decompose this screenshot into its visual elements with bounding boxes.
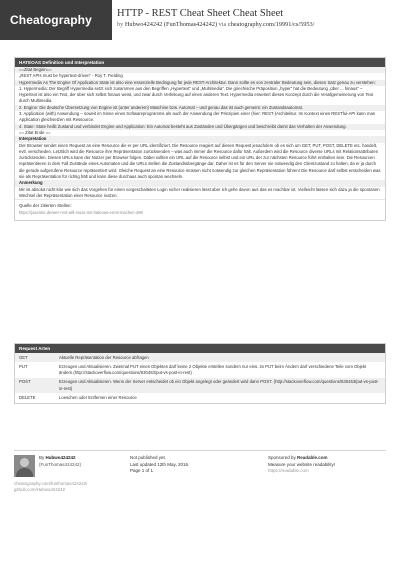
- last-updated: Last updated 12th May, 2016.: [130, 461, 190, 467]
- author-link[interactable]: Hubwo424242 (FunThomas424242): [124, 21, 218, 28]
- avatar-shoulders-shape: [16, 468, 33, 477]
- sponsor-tagline: Measure your website readability!: [268, 461, 336, 467]
- footer-by-label: By: [39, 455, 45, 460]
- sheet-byline: [117, 20, 397, 30]
- paragraph: 4. State: State heißt Zustand und verbindet Engine und Application: Ein Automat besteht aus Zuständen und Übergängen und beschreibt damit das Verhalten der Anwendung.: [15, 124, 385, 130]
- paragraph: „REST APIs must be hypertext-driven“ - Roy T. Fielding: [19, 73, 123, 79]
- method-description: Erzeugen und Aktualisieren. Zweimal PUT eines Objektes darf keine 2 Objekte erstellen sondern nur eins. 2x PUT beim Ändern darf verschiedene Teile vom Objekt ändern.(http://stackoverflow.com/questions/630453/put-vs-post-in-rest): [59, 363, 367, 376]
- paragraph: Der Browser sendet einen Request an eine Resource die er per URL identifiziert. Die Resource reagiert auf diesen Request jenachdem ob es sich um GET, PUT, POST, DELETE etc. handelt, evtl. verschieden. Letztlich wird die Resource ihre Repräsentation zurücksenden – was auch immer die Resource dafür hält. Außerdem wird die Resource diverse URLs mit Relationsattributen zurücksenden. Diesen URLs kann der Nutzer per Browser folgen. Dabei sollten ein URL auf die Resource selbst und ein URL der zur nächsten Resource führt enthalten sein. Die Resourcen repräsentieren in dem Fall Zustände eines Automaten und die URLs stellen die Zustandsübergänge dar. Daher ist es für den Server nie notwendig den Clientzustand zu halten, da er ja durch die gerade aufgerufene Resource repräsentiert wird. Gleiche Request an eine Resource müssen nicht notwendig zur gleichen Repräsentation führen! Die Resource darf selbst entscheiden was sie als Repräsentation für richtig hält und kann diese durchaus auch spontan wechseln.: [19, 142, 381, 180]
- source-block: [15, 199, 385, 220]
- published-status: Not published yet.: [130, 455, 167, 460]
- paragraph: 1. Hypermedia: Der Begriff Hypermedia setzt sich zusammen aus den Begriffen „Hypertext“ und „Multimedia“. Die griechische Präposition „hyper“ hat die Bedeutung „über ... hinaus“ – Hypertext ist also ein Text, der über sich selbst hinaus weist, und zwar durch Verlinkung auf einen anderen Text. Hypermedia erweitert dieses Konzept durch die Verallgemeinerung von Text durch Multimedia.: [19, 85, 374, 104]
- by-prefix: by: [117, 21, 124, 28]
- sponsor-url[interactable]: https://readable.com: [268, 468, 309, 473]
- subheading: Interpretation: [15, 136, 385, 142]
- request-types-heading: Request Arten: [15, 344, 385, 353]
- title-block: [117, 8, 397, 30]
- footer-publication: [130, 455, 230, 475]
- via-prefix: via: [218, 21, 227, 28]
- sheet-title: HTTP - REST Cheat Sheet Cheat Sheet: [117, 8, 284, 19]
- paragraph: Mir ist absolut nicht klar wie sich das Vorgehen für einen vorgeschalteten Login sicher realisieren lässt aber ich gehe davon aus das es machbar ist. Vielleicht lassen sich dazu ja die spontanen Wechsel der Repräsentation einer Resource nutzen.: [19, 186, 380, 198]
- footer-author-handle: (FunThomas424242): [39, 461, 82, 467]
- method-description: Erzeugen und Aktualisieren. Wenn der Server entscheidet ob ein Objekt angelegt oder geändert wird dann POST. (http://stackoverflow.com/questions/630453/put-vs-post-in-rest): [55, 378, 385, 394]
- source-label: Quelle der zitierten Stellen:: [19, 203, 72, 209]
- hateoas-body: [15, 67, 385, 199]
- profile-link[interactable]: cheatography.com/funthomas424242/: [14, 481, 88, 486]
- table-row: [15, 378, 385, 394]
- github-link[interactable]: github.com/Hubwo424242: [14, 487, 66, 493]
- http-method: PUT: [19, 363, 28, 369]
- author-avatar[interactable]: [14, 455, 35, 477]
- logo-text: Cheatography: [10, 13, 92, 27]
- http-method: GET: [15, 353, 55, 362]
- hateoas-section: [14, 57, 386, 221]
- page-header: [0, 0, 400, 48]
- footer-sponsor: [268, 455, 386, 475]
- avatar-head-shape: [20, 458, 29, 467]
- footer-links: [14, 481, 87, 494]
- page-count: Page 1 of 1.: [130, 468, 155, 473]
- http-method: DELETE: [19, 394, 36, 400]
- paragraph: ==Zitat Beginn==: [15, 67, 385, 73]
- source-link[interactable]: https://jaxenter.de/wer-rest-will-muss-mit-hateoas-ernst-machen-488: [19, 209, 143, 215]
- table-row: [15, 362, 385, 378]
- hateoas-heading: HATEOAS Definition und Interpretation: [15, 58, 385, 67]
- sponsor-link[interactable]: Readable.com: [297, 455, 328, 460]
- method-description: Aktuelle Repräsentation der Resource abfragen: [55, 353, 385, 362]
- sheet-url-link[interactable]: cheatography.com/19991/cs/5953/: [227, 21, 315, 28]
- http-method: POST: [15, 378, 55, 394]
- table-row: [15, 393, 385, 402]
- page-footer: [14, 450, 386, 500]
- cheatography-logo[interactable]: [0, 0, 112, 40]
- paragraph: == Zitat Ende ==: [19, 129, 51, 135]
- paragraph: 2. Engine: Die deutsche Übersetzung von Engine ist (unter anderem) Maschine bzw. Automat – und genau das ist auch gemeint: ein Zustandsautomat.: [15, 105, 385, 111]
- table-row: [15, 353, 385, 362]
- paragraph: 3. Application (with) Anwendung – soweit im Sinne eines Softwareprogramms als auch der Anwendung der Prinzipien einer (hier: REST-)Architektur. Im Kontext eines RESTful-API kann man Application gleichsetzen mit Ressource.: [19, 111, 376, 123]
- footer-author-name[interactable]: Hubwo424242: [45, 455, 76, 460]
- request-types-table: [15, 353, 385, 403]
- paragraph: Hypermedia As The Engine Of Application State ist also eine essenzielle Bedingung für jede REST-Architektur. Dann sollte es von zentraler Bedeutung sein, diesen Satz genau zu verstehen:: [15, 80, 385, 86]
- method-description: Loeschen oder Entfernen einer Resource: [59, 394, 137, 400]
- footer-author: [39, 455, 119, 468]
- sponsor-prefix: Sponsored by: [268, 455, 296, 460]
- request-types-section: [14, 343, 386, 404]
- subheading: Anmerkung: [15, 180, 385, 186]
